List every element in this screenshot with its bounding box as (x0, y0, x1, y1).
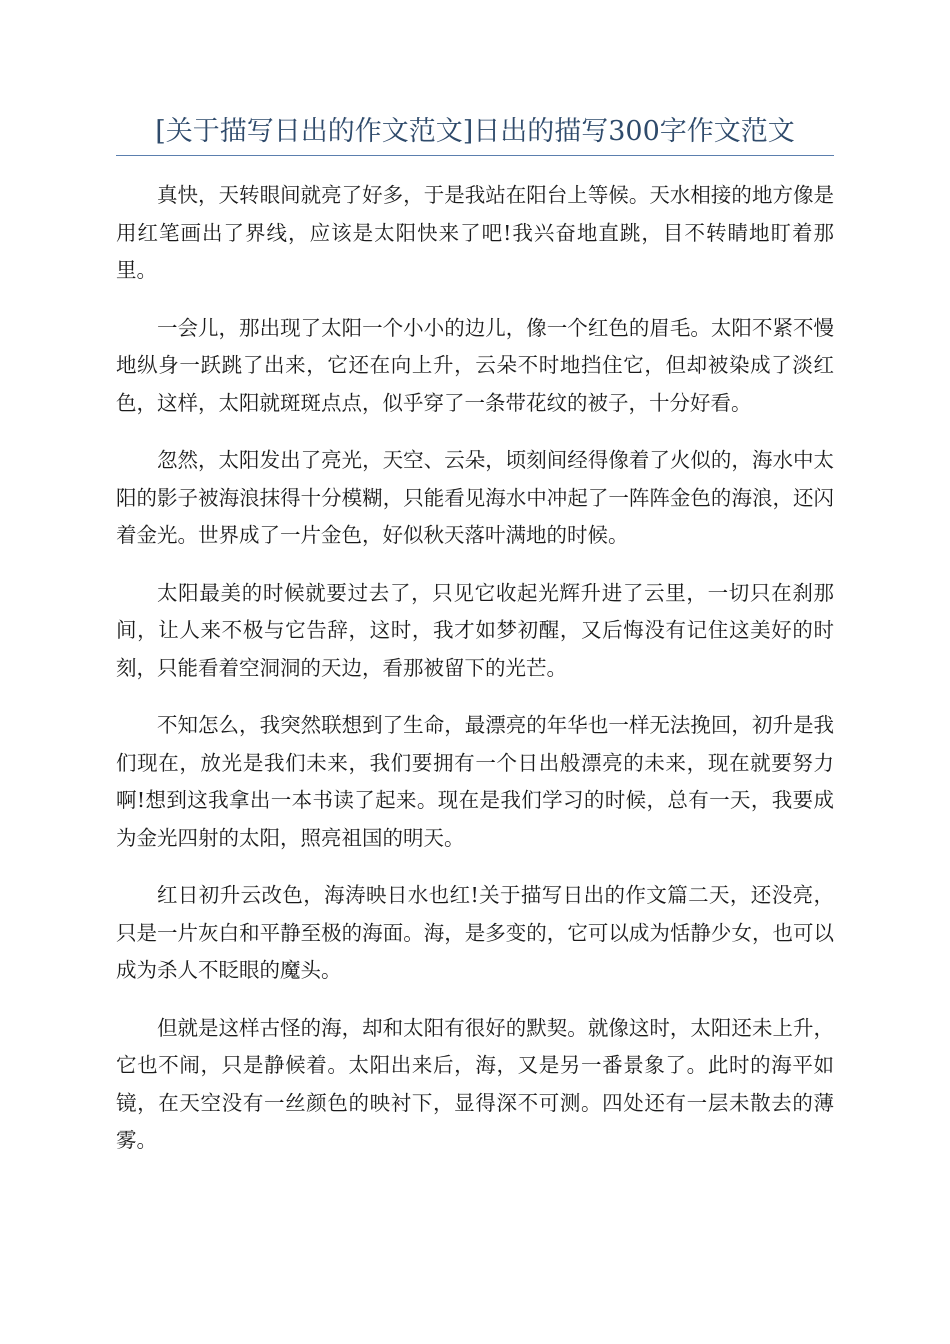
paragraph: 不知怎么，我突然联想到了生命，最漂亮的年华也一样无法挽回，初升是我们现在，放光是我们未来，我们要拥有一个日出般漂亮的未来，现在就要努力啊!想到这我拿出一本书读了起来。现在是我们学习的时候，总有一天，我要成为金光四射的太阳，照亮祖国的明天。 (116, 713, 834, 850)
document-body (116, 177, 834, 1180)
document-title: [关于描写日出的作文范文]日出的描写300字作文范文 (116, 113, 834, 156)
paragraph: 忽然，太阳发出了亮光，天空、云朵，顷刻间经得像着了火似的，海水中太阳的影子被海浪抹得十分模糊，只能看见海水中冲起了一阵阵金色的海浪，还闪着金光。世界成了一片金色，好似秋天落叶满地的时候。 (116, 448, 834, 547)
paragraph: 太阳最美的时候就要过去了，只见它收起光辉升进了云里，一切只在刹那间，让人来不极与它告辞，这时，我才如梦初醒，又后悔没有记住这美好的时刻，只能看着空洞洞的天边，看那被留下的光芒。 (116, 580, 834, 680)
paragraph: 但就是这样古怪的海，却和太阳有很好的默契。就像这时，太阳还未上升，它也不闹，只是静候着。太阳出来后，海，又是另一番景象了。此时的海平如镜，在天空没有一丝颜色的映衬下，显得深不可测。四处还有一层未散去的薄雾。 (116, 1015, 834, 1152)
paragraph: 红日初升云改色，海涛映日水也红!关于描写日出的作文篇二天，还没亮，只是一片灰白和平静至极的海面。海，是多变的，它可以成为恬静少女，也可以成为杀人不眨眼的魔头。 (116, 883, 834, 982)
paragraph: 真快，天转眼间就亮了好多，于是我站在阳台上等候。天水相接的地方像是用红笔画出了界线，应该是太阳快来了吧!我兴奋地直跳，目不转睛地盯着那里。 (116, 183, 834, 282)
paragraph: 一会儿，那出现了太阳一个小小的边儿，像一个红色的眉毛。太阳不紧不慢地纵身一跃跳了出来，它还在向上升，云朵不时地挡住它，但却被染成了淡红色，这样，太阳就斑斑点点，似乎穿了一条带花纹的被子，十分好看。 (116, 315, 834, 415)
